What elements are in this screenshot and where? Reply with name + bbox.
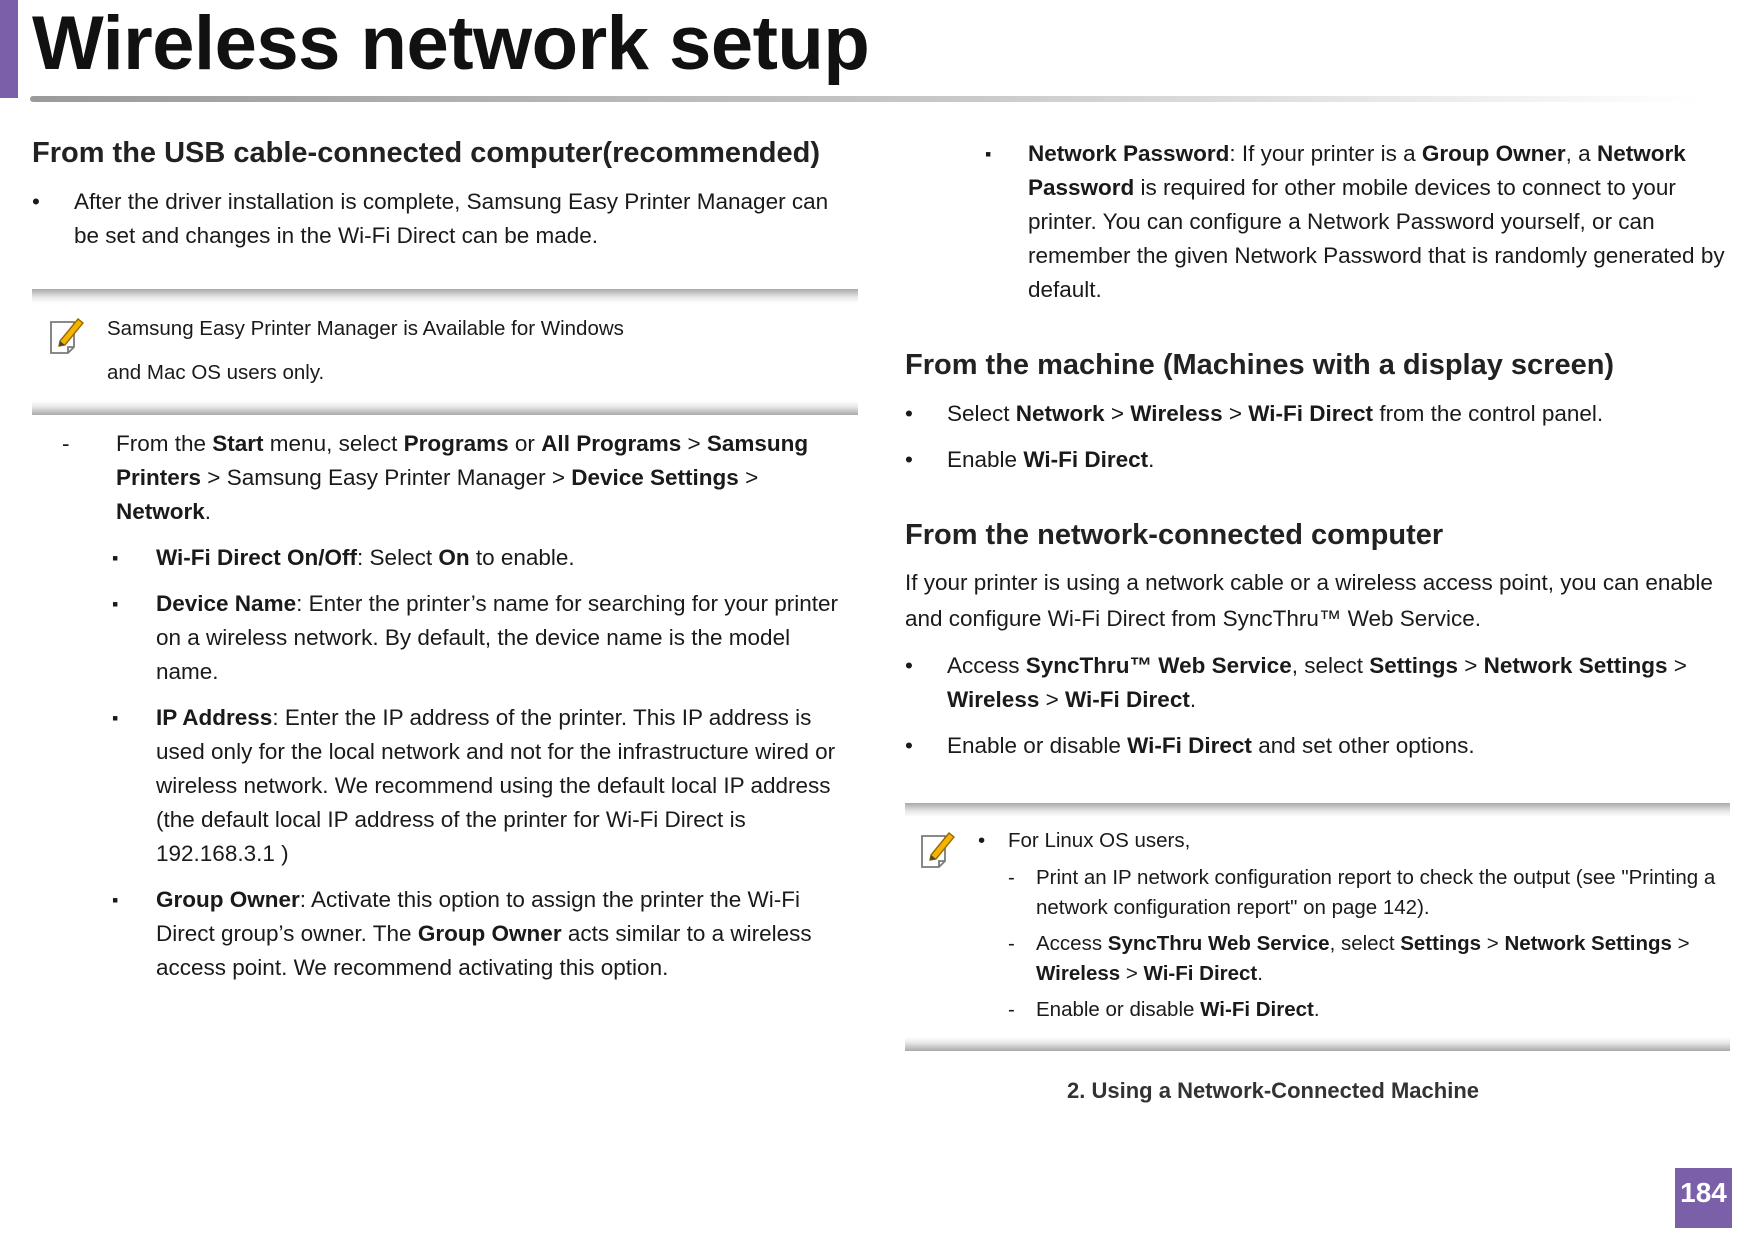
header-accent-bar [0, 0, 18, 98]
text: , a [1565, 141, 1597, 166]
note-box [32, 289, 858, 415]
title-divider [30, 96, 1700, 102]
text: : Enter the IP address of the printer. This IP address is used only for the local network and not for the infrastructure wired or wireless network. We recommend using the default local IP address (the default local IP address of the printer for Wi-Fi Direct is 192.168.3.1 ) [156, 705, 836, 866]
note-bottom-rule [32, 401, 858, 415]
menu-programs: Programs [403, 431, 509, 456]
label: Wi-Fi Direct [1200, 998, 1314, 1021]
text: from the control panel. [1373, 401, 1604, 426]
label: Wireless [1130, 401, 1223, 426]
label: Wi-Fi Direct [1143, 962, 1258, 985]
machine-section-heading: From the machine (Machines with a display screen) [905, 349, 1615, 381]
text: acts similar to a wireless access point. We recommend activating this option. [156, 921, 812, 980]
text: , select [1291, 653, 1370, 678]
dash-item-navigation [32, 427, 858, 529]
network-step-access [905, 649, 1730, 717]
note-pencil-icon [919, 829, 957, 869]
text: : Select [357, 545, 439, 570]
label: Network Password [1028, 141, 1230, 166]
note-text-line1: Samsung Easy Printer Manager is Available for Windows [107, 317, 624, 340]
text: > [1222, 401, 1249, 426]
label: Wireless [947, 687, 1040, 712]
text: and set other options. [1251, 733, 1475, 758]
text: From the [116, 431, 213, 456]
text: , select [1329, 932, 1401, 955]
label: Network Settings [1504, 932, 1672, 955]
text: Select [947, 401, 1016, 426]
network-step-enable [905, 729, 1730, 763]
bullet-marker: • [905, 653, 913, 678]
label: Wi-Fi Direct On/Off [156, 545, 358, 570]
label: Network Settings [1483, 653, 1668, 678]
text: or [508, 431, 542, 456]
item-device-name [32, 587, 858, 689]
text: > [1039, 687, 1066, 712]
item-network-password [905, 137, 1730, 307]
usb-intro-text: After the driver installation is complete, Samsung Easy Printer Manager can be set and changes in the Wi-Fi Direct can be made. [74, 189, 829, 248]
label: IP Address [156, 705, 273, 730]
text: : If your printer is a [1229, 141, 1422, 166]
label: Network [1015, 401, 1105, 426]
label: Settings [1369, 653, 1459, 678]
right-column [905, 137, 1730, 1051]
text: . [1257, 962, 1263, 985]
text: : Enter the printer’s name for searching for your printer on a wireless network. By default, the device name is the model name. [156, 591, 839, 684]
menu-start: Start [212, 431, 264, 456]
note-dash-access [978, 929, 1730, 989]
label: Group Owner [1421, 141, 1566, 166]
dash-marker: - [1008, 932, 1015, 955]
machine-step-select [905, 397, 1730, 431]
text: . [204, 499, 212, 524]
item-wifi-direct-onoff [32, 541, 858, 575]
left-column [32, 135, 858, 985]
square-marker: ▪ [112, 594, 119, 614]
bullet-marker: • [978, 829, 986, 852]
bullet-marker: • [32, 189, 40, 214]
text: is required for other mobile devices to connect to your printer. You can configure a Network Password yourself, or can remember the given Network Password that is randomly generated by default. [1028, 175, 1725, 302]
square-marker: ▪ [112, 548, 119, 568]
text: Access [1036, 932, 1108, 955]
label: Group Owner [417, 921, 562, 946]
text: > [738, 465, 759, 490]
machine-step-enable [905, 443, 1730, 477]
text: > [681, 431, 707, 456]
text: > [1104, 401, 1131, 426]
note-text-line2: and Mac OS users only. [107, 361, 325, 384]
label: Device Name [156, 591, 297, 616]
dash-marker: - [1008, 998, 1015, 1021]
menu-device-settings: Device Settings [571, 465, 739, 490]
label: Wireless [1036, 962, 1121, 985]
note-bottom-rule [905, 1037, 1730, 1051]
text: : Activate this option to assign the printer the Wi-Fi Direct group’s owner. The [156, 887, 800, 946]
text: . [1189, 687, 1197, 712]
note-dash-report [978, 863, 1730, 923]
label: Wi-Fi Direct [1248, 401, 1374, 426]
text: Enable [947, 447, 1024, 472]
note-dash-enable [978, 995, 1730, 1025]
text: > [1120, 962, 1144, 985]
text: > [1481, 932, 1505, 955]
text: > [1458, 653, 1484, 678]
label: Group Owner [156, 887, 300, 912]
label: Wi-Fi Direct [1127, 733, 1252, 758]
bullet-marker: • [905, 401, 913, 426]
note-bullet [978, 825, 1730, 857]
note-pencil-icon [48, 315, 86, 355]
network-paragraph: If your printer is using a network cable or a wireless access point, you can enable and configure Wi-Fi Direct from SyncThru™ Web Service. [905, 570, 1713, 631]
text: Enable or disable [1036, 998, 1201, 1021]
square-marker: ▪ [112, 708, 119, 728]
label: Network Password [1028, 141, 1686, 200]
label: Settings [1400, 932, 1482, 955]
label: Wi-Fi Direct [1023, 447, 1149, 472]
usb-intro-item [32, 185, 858, 253]
page-number-badge: 184 [1675, 1168, 1732, 1228]
text: . [1148, 447, 1155, 472]
usb-section-heading: From the USB cable-connected computer(recommended) [32, 137, 820, 169]
menu-samsung-printers: Samsung Printers [116, 431, 809, 490]
network-section-heading: From the network-connected computer [905, 519, 1444, 551]
note-top-rule [905, 803, 1730, 817]
dash-marker: - [1008, 866, 1015, 889]
chapter-footer: 2. Using a Network-Connected Machine [1067, 1078, 1479, 1103]
bullet-marker: • [905, 733, 913, 758]
item-group-owner [32, 883, 858, 985]
label: SyncThru Web Service [1107, 932, 1330, 955]
text: Enable or disable [947, 733, 1128, 758]
label: On [438, 545, 470, 570]
text: > Samsung Easy Printer Manager > [201, 465, 572, 490]
item-ip-address [32, 701, 858, 871]
square-marker: ▪ [112, 890, 119, 910]
linux-note-box [905, 803, 1730, 1051]
bullet-marker: • [905, 447, 913, 472]
text: > [1671, 932, 1690, 955]
text: . [1313, 998, 1320, 1021]
text: For Linux OS users, [1008, 829, 1191, 852]
text: menu, select [263, 431, 404, 456]
square-marker: ▪ [985, 144, 992, 164]
menu-network: Network [116, 499, 205, 524]
text: > [1667, 653, 1687, 678]
dash-marker: - [62, 431, 70, 456]
text: Print an IP network configuration report to check the output (see "Printing a network configuration report" on page 142). [1036, 866, 1716, 919]
label: SyncThru™ Web Service [1025, 653, 1292, 678]
text: to enable. [469, 545, 575, 570]
label: Wi-Fi Direct [1065, 687, 1190, 712]
text: Access [947, 653, 1026, 678]
note-top-rule [32, 289, 858, 303]
page-title: Wireless network setup [32, 1, 870, 86]
menu-all-programs: All Programs [541, 431, 682, 456]
